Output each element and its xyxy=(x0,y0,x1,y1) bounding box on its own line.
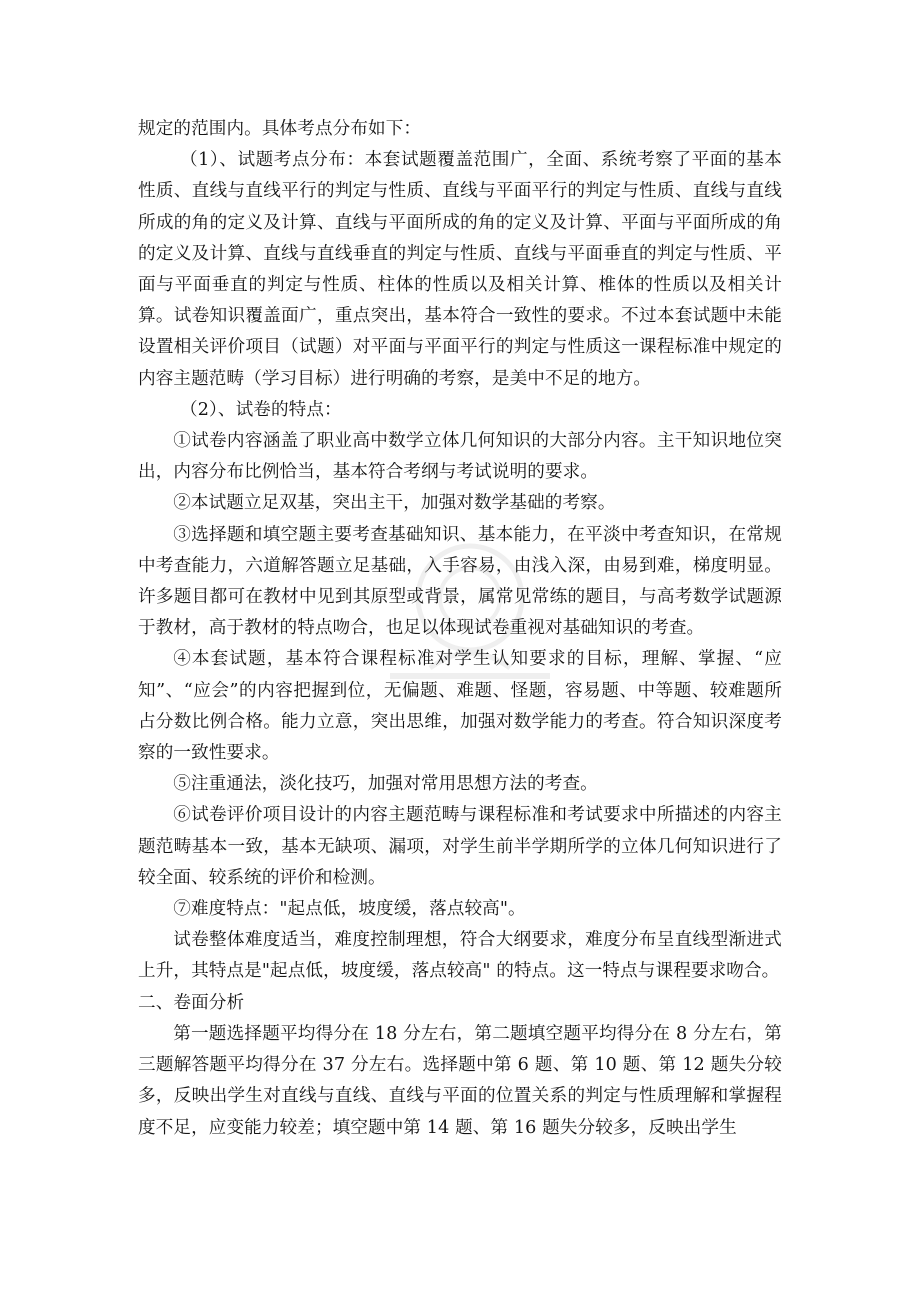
paragraph-exam-points-distribution: （1）、试题考点分布：本套试题覆盖范围广，全面、系统考察了平面的基本性质、直线与直线平行的判定与性质、直线与平面平行的判定与性质、直线与直线所成的角的定义及计算、直线与平面所成的角的定义及计算、平面与平面所成的角的定义及计算、直线与直线垂直的判定与性质、直线与平面垂直的判定与性质、平面与平面垂直的判定与性质、柱体的性质以及相关计算、椎体的性质以及相关计算。试卷知识覆盖面广，重点突出，基本符合一致性的要求。不过本套试题中未能设置相关评价项目（试题）对平面与平面平行的判定与性质这一课程标准中规定的内容主题范畴（学习目标）进行明确的考察，是美中不足的地方。 xyxy=(138,150,782,389)
paragraph-feature-7: ⑦难度特点："起点低，坡度缓，落点较高"。 xyxy=(173,899,526,920)
paragraph-feature-6: ⑥试卷评价项目设计的内容主题范畴与课程标准和考试要求中所描述的内容主题范畴基本一致，基本无缺项、漏项，对学生前半学期所学的立体几何知识进行了较全面、较系统的评价和检测。 xyxy=(138,805,782,888)
paragraph-feature-4: ④本套试题，基本符合课程标准对学生认知要求的目标，理解、掌握、“应知”、“应会”的内容把握到位，无偏题、难题、怪题，容易题、中等题、较难题所占分数比例合格。能力立意，突出思维，加强对数学能力的考查。符合知识深度考察的一致性要求。 xyxy=(138,649,782,764)
paragraph-paper-analysis: 第一题选择题平均得分在 18 分左右，第二题填空题平均得分在 8 分左右，第三题解答题平均得分在 37 分左右。选择题中第 6 题、第 10 题、第 12 题失分较多，反映出学生对直线与直线、直线与平面的位置关系的判定与性质理解和掌握程度不足，应变能力较差；填空题中第 14 题、第 16 题失分较多，反映出学生 xyxy=(138,1023,782,1138)
document-body xyxy=(138,114,782,1144)
paragraph-feature-1: ①试卷内容涵盖了职业高中数学立体几何知识的大部分内容。主干知识地位突出，内容分布比例恰当，基本符合考纲与考试说明的要求。 xyxy=(138,431,782,483)
section-heading-paper-analysis: 二、卷面分析 xyxy=(138,992,245,1013)
paragraph-difficulty-summary: 试卷整体难度适当，难度控制理想，符合大纲要求，难度分布呈直线型渐进式上升，其特点是"起点低，坡度缓，落点较高" 的特点。这一特点与课程要求吻合。 xyxy=(138,930,782,982)
paragraph-continued-scope: 规定的范围内。具体考点分布如下： xyxy=(138,119,422,139)
paragraph-feature-3: ③选择题和填空题主要考查基础知识、基本能力，在平淡中考查知识，在常规中考查能力，六道解答题立足基础，入手容易，由浅入深，由易到难，梯度明显。许多题目都可在教材中见到其原型或背景，属常见常练的题目，与高考数学试题源于教材，高于教材的特点吻合，也足以体现试卷重视对基础知识的考查。 xyxy=(138,524,782,639)
paragraph-paper-features-heading: （2）、试卷的特点： xyxy=(180,399,342,420)
paragraph-feature-5: ⑤注重通法，淡化技巧，加强对常用思想方法的考查。 xyxy=(173,774,598,795)
paragraph-feature-2: ②本试题立足双基，突出主干，加强对数学基础的考察。 xyxy=(173,493,616,514)
